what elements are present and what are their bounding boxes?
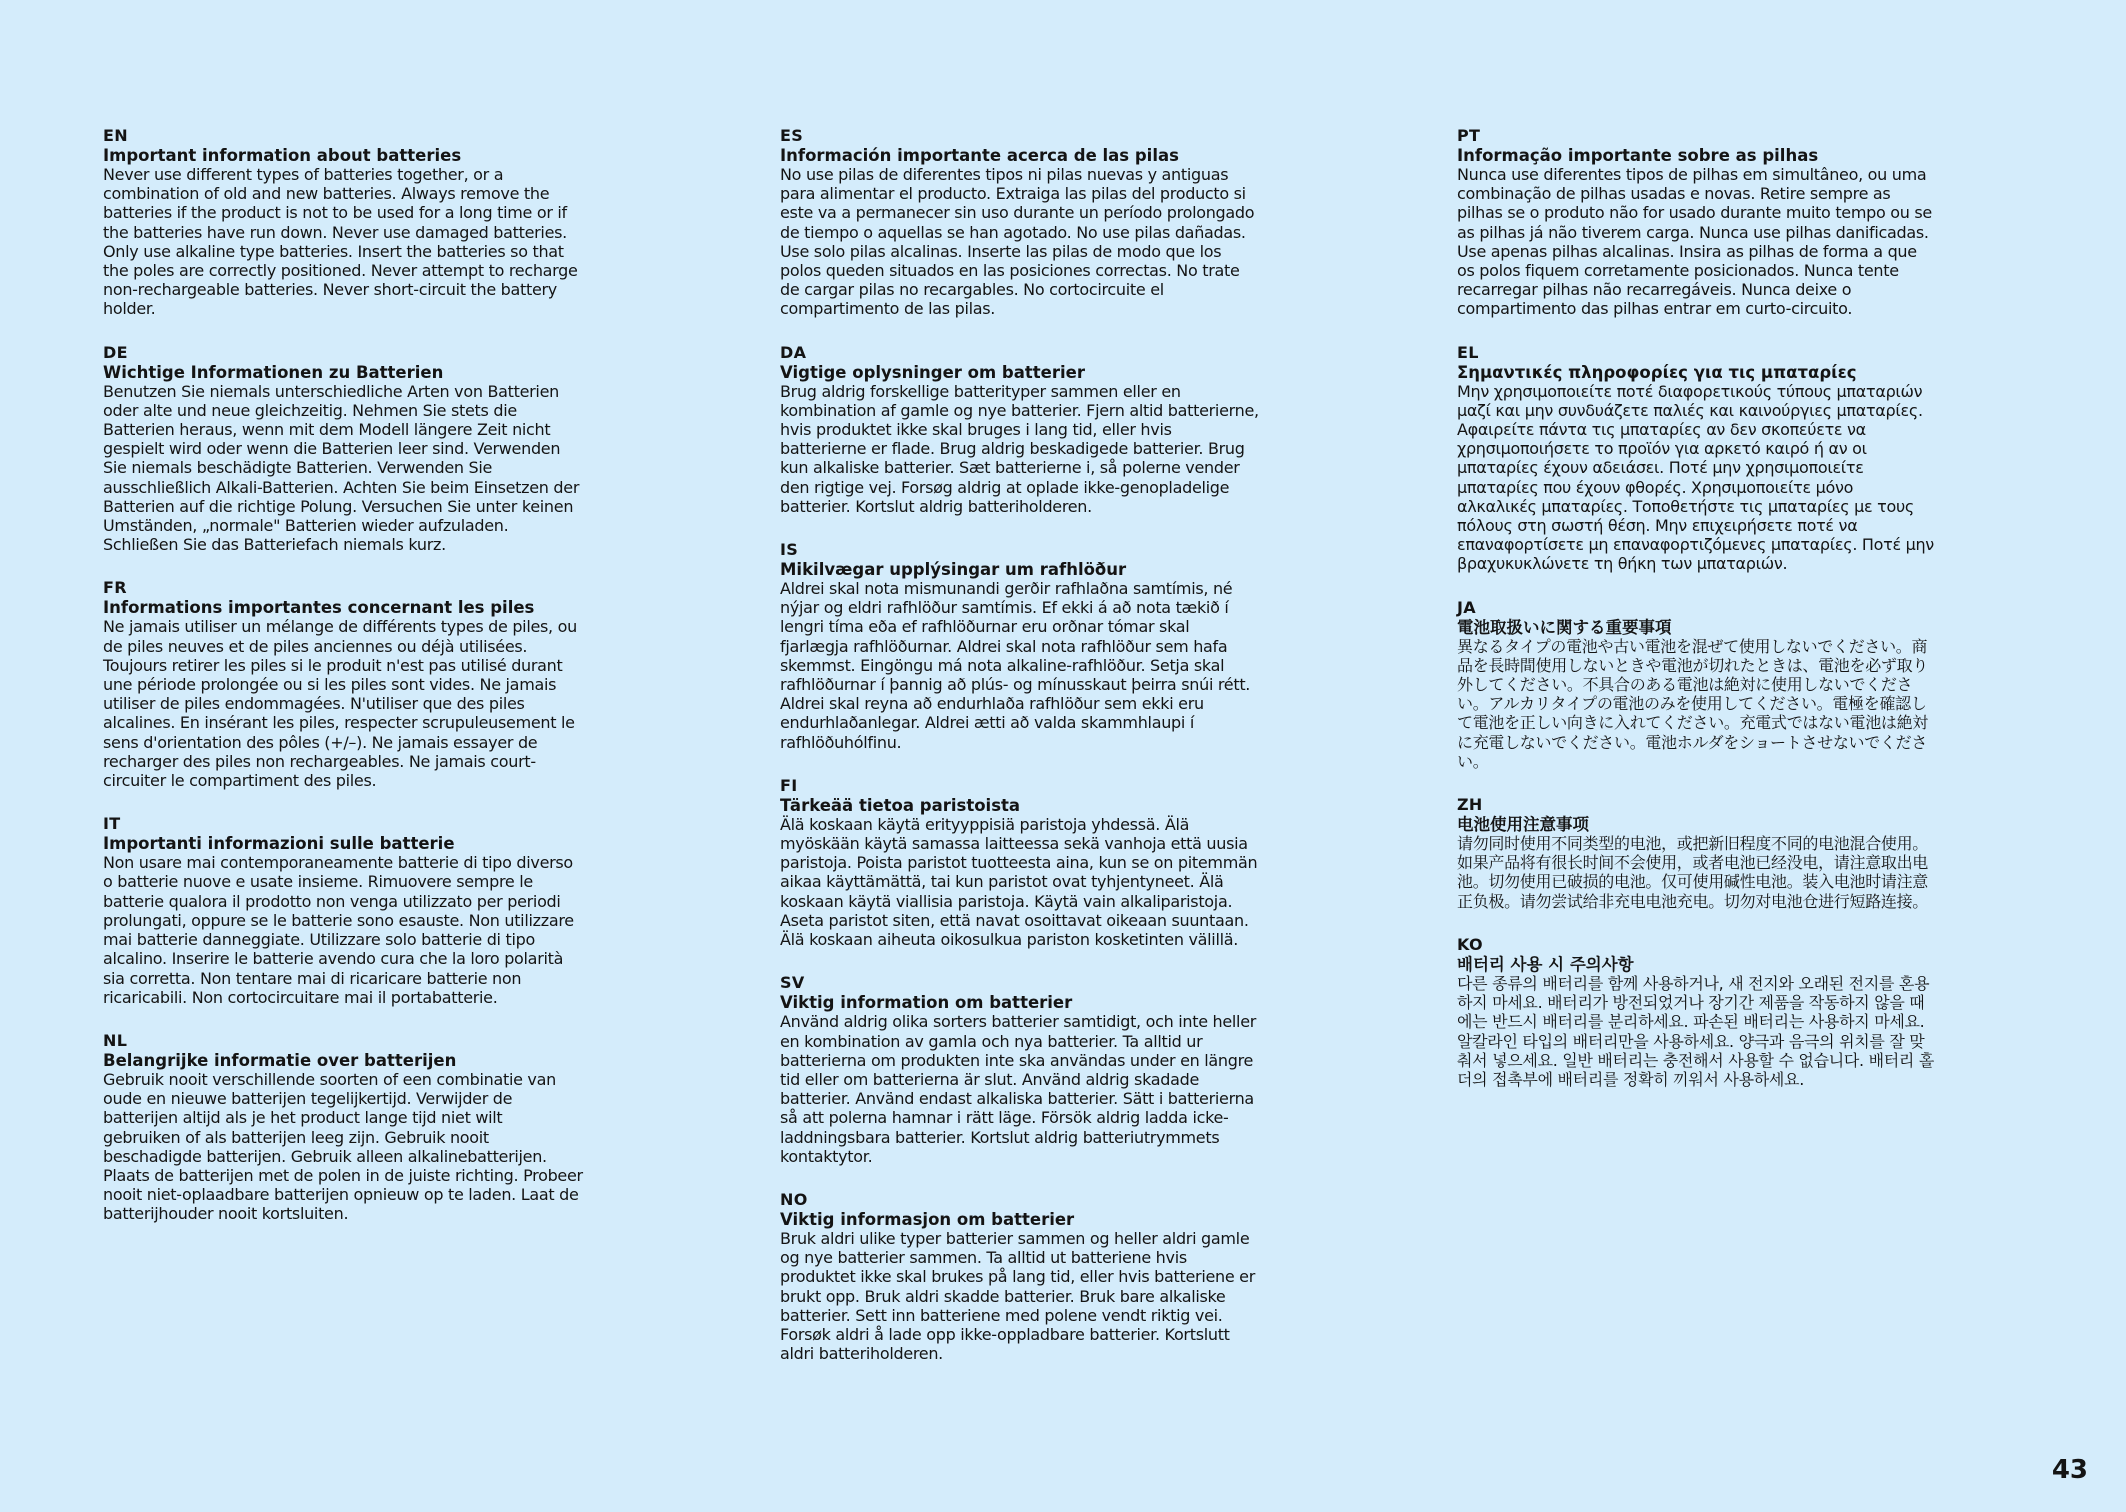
section-title: 배터리 사용 시 주의사항	[1457, 954, 1634, 974]
section-zh	[1457, 795, 1937, 911]
section-title: Tärkeää tietoa paristoista	[780, 795, 1021, 815]
section-title: Belangrijke informatie over batterijen	[103, 1050, 457, 1070]
language-code: ES	[780, 126, 804, 145]
section-title: Viktig information om batterier	[780, 993, 1073, 1013]
column-1	[103, 126, 583, 1248]
section-sv	[780, 973, 1260, 1166]
section-body: 请勿同时使用不同类型的电池，或把新旧程度不同的电池混合使用。如果产品将有很长时间不会使用，或者电池已经没电，请注意取出电池。切勿使用已破损的电池。仅可使用碱性电池。装入电池时请注意正负极。请勿尝试给非充电电池充电。切勿对电池仓进行短路连接。	[1457, 834, 1929, 911]
section-body: Never use different types of batteries together, or a combination of old and new batteries. Always remove the batteries if the product is not to be used for a long time or if the batteries have run down. Never use damaged batteries. Only use alkaline type batteries. Insert the batteries so that the poles are correctly positioned. Never attempt to recharge non-rechargeable batteries. Never short-circuit the battery holder.	[103, 165, 578, 319]
section-is	[780, 540, 1260, 752]
section-ja	[1457, 598, 1937, 771]
section-body: Aldrei skal nota mismunandi gerðir rafhlaðna samtímis, né nýjar og eldri rafhlöður samtímis. Ef ekki á að nota tækið í lengri tíma eða ef rafhlöðurnar eru orðnar tómar skal fjarlægja rafhlöðurnar. Aldrei skal nota rafhlöður sem hafa skemmst. Eingöngu má nota alkaline-rafhlöður. Setja skal rafhlöðurnar í þannig að plús- og mínusskaut þeirra snúi rétt. Aldrei skal reyna að endurhlaða rafhlöður sem ekki eru endurhlaðanlegar. Aldrei ætti að valda skammhlaupi í rafhlöðuhólfinu.	[780, 579, 1251, 752]
language-code: JA	[1457, 597, 1476, 617]
section-title: Viktig informasjon om batterier	[780, 1209, 1075, 1229]
section-nl	[103, 1031, 583, 1224]
section-de	[103, 343, 583, 555]
section-body: Ne jamais utiliser un mélange de différents types de piles, ou de piles neuves et de piles anciennes ou déjà utilisées. Toujours retirer les piles si le produit n'est pas utilisé durant une période prolongée ou si les piles sont vides. Ne jamais utiliser de piles endommagées. N'utiliser que des piles alcalines. En insérant les piles, respecter scrupuleusement le sens d'orientation des pôles (+/–). Ne jamais essayer de recharger des piles non rechargeables. Ne jamais court-circuiter le compartiment des piles.	[103, 617, 577, 791]
section-title: Informação importante sobre as pilhas	[1457, 146, 1819, 165]
section-title: Important information about batteries	[103, 146, 462, 165]
section-body: Μην χρησιμοποιείτε ποτέ διαφορετικούς τύπους μπαταριών μαζί και μην συνδυάζετε παλιές και καινούργιες μπαταρίες. Αφαιρείτε πάντα τις μπαταρίες αν δεν σκοπεύετε να χρησιμοποιήσετε το προϊόν για αρκετό καιρό ή αν οι μπαταρίες έχουν αδειάσει. Ποτέ μην χρησιμοποιείτε μπαταρίες που έχουν φθορές. Χρησιμοποιείτε μόνο αλκαλικές μπαταρίες. Τοποθετήστε τις μπαταρίες με τους πόλους στη σωστή θέση. Μην επιχειρήσετε ποτέ να επαναφορτίσετε μη επαναφορτιζόμενες μπαταρίες. Ποτέ μην βραχυκυκλώνετε τη θήκη των μπαταριών.	[1457, 381, 1934, 574]
section-body: 異なるタイプの電池や古い電池を混ぜて使用しないでください。商品を長時間使用しないときや電池が切れたときは、電池を必ず取り外してください。不具合のある電池は絶対に使用しないでください。アルカリタイプの電池のみを使用してください。電極を確認して電池を正しい向きに入れてください。充電式ではない電池は絶対に充電しないでください。電池ホルダをショートさせないでください。	[1457, 636, 1929, 771]
page-number: 43	[2051, 1455, 2088, 1485]
section-title: Σημαντικές πληροφορίες για τις μπαταρίες	[1457, 362, 1857, 382]
section-body: Brug aldrig forskellige batterityper sammen eller en kombination af gamle og nye batterier. Fjern altid batterierne, hvis produktet ikke skal bruges i lang tid, eller hvis batterierne er flade. Brug aldrig beskadigede batterier. Brug kun alkaliske batterier. Sæt batterierne i, så polerne vender den rigtige vej. Forsøg aldrig at oplade ikke-genopladelige batterier. Kortslut aldrig batteriholderen.	[780, 381, 1259, 516]
section-title: Importanti informazioni sulle batterie	[103, 834, 455, 854]
section-fi	[780, 776, 1260, 949]
language-code: FI	[780, 775, 798, 795]
section-title: Wichtige Informationen zu Batterien	[103, 362, 444, 382]
language-code: NL	[103, 1030, 128, 1050]
language-code: IT	[103, 814, 121, 834]
section-body: Non usare mai contemporaneamente batterie di tipo diverso o batterie nuove e usate insieme. Rimuovere sempre le batterie qualora il prodotto non venga utilizzato per periodi prolungati, oppure se le batterie sono esauste. Non utilizzare mai batterie danneggiate. Utilizzare solo batterie di tipo alcalino. Inserire le batterie avendo cura che la loro polarità sia corretta. Non tentare mai di ricaricare batterie non ricaricabili. Non cortocircuitare mai il portabatterie.	[103, 853, 574, 1007]
section-body: Benutzen Sie niemals unterschiedliche Arten von Batterien oder alte und neue gleichzeitig. Nehmen Sie stets die Batterien heraus, wenn mit dem Modell längere Zeit nicht gespielt wird oder wenn die Batterien leer sind. Verwenden Sie niemals beschädigte Batterien. Verwenden Sie ausschließlich Alkali-Batterien. Achten Sie beim Einsetzen der Batterien auf die richtige Polung. Versuchen Sie unter keinen Umständen, „normale" Batterien wieder aufzuladen. Schließen Sie das Batteriefach niemals kurz.	[103, 381, 580, 555]
language-code: FR	[103, 578, 127, 598]
section-body: Bruk aldri ulike typer batterier sammen og heller aldri gamle og nye batterier sammen. Ta alltid ut batteriene hvis produktet ikke skal brukes på lang tid, eller hvis batteriene er brukt opp. Bruk aldri skadde batterier. Bruk bare alkaliske batterier. Sett inn batteriene med polene vendt riktig vei. Forsøk aldri å lade opp ikke-oppladbare batterier. Kortslutt aldri batteriholderen.	[780, 1228, 1255, 1364]
column-3	[1457, 126, 1937, 1113]
section-es	[780, 126, 1260, 319]
section-no	[780, 1190, 1260, 1363]
language-code: DA	[780, 342, 807, 362]
section-en	[103, 126, 583, 319]
section-title: Mikilvægar upplýsingar um rafhlöður	[780, 560, 1127, 580]
language-code: NO	[780, 1189, 808, 1209]
language-code: IS	[780, 540, 799, 560]
section-body: Älä koskaan käytä erityyppisiä paristoja yhdessä. Älä myöskään käytä samassa laitteessa sekä vanhoja että uusia paristoja. Poista paristot tuotteesta aina, kun se on pitemmän aikaa käyttämättä, tai kun paristot ovat tyhjentyneet. Älä koskaan käytä viallisia paristoja. Käytä vain alkaliparistoja. Aseta paristot siten, että navat osoittavat oikeaan suuntaan. Älä koskaan aiheuta oikosulkua pariston kosketinten välillä.	[780, 814, 1258, 950]
column-2	[780, 126, 1260, 1387]
section-body: Nunca use diferentes tipos de pilhas em simultâneo, ou uma combinação de pilhas usadas e novas. Retire sempre as pilhas se o produto não for usado durante muito tempo ou se as pilhas já não tiverem carga. Nunca use pilhas danificadas. Use apenas pilhas alcalinas. Insira as pilhas de forma a que os polos fiquem corretamente posicionados. Nunca tente recarregar pilhas não recarregáveis. Nunca deixe o compartimento das pilhas entrar em curto-circuito.	[1457, 165, 1932, 319]
section-el	[1457, 343, 1937, 574]
language-code: KO	[1457, 934, 1483, 954]
language-code: PT	[1457, 126, 1481, 145]
section-pt	[1457, 126, 1937, 319]
section-body: No use pilas de diferentes tipos ni pilas nuevas y antiguas para alimentar el producto. Extraiga las pilas del producto si este va a permanecer sin uso durante un período prolongado de tiempo o aquellas se han agotado. No use pilas dañadas. Use solo pilas alcalinas. Inserte las pilas de modo que los polos queden situados en las posiciones correctas. No trate de cargar pilas no recargables. No cortocircuite el compartimento de las pilas.	[780, 165, 1255, 319]
section-title: Informations importantes concernant les piles	[103, 598, 535, 618]
section-body: 다른 종류의 배터리를 함께 사용하거나, 새 전지와 오래된 전지를 혼용하지 마세요. 배터리가 방전되었거나 장기간 제품을 작동하지 않을 때에는 반드시 배터리를 분리하세요. 파손된 배터리는 사용하지 마세요. 알칼라인 타입의 배터리만을 사용하세요. 양극과 음극의 위치를 잘 맞춰서 넣으세요. 일반 배터리는 충전해서 사용할 수 없습니다. 배터리 홀더의 접촉부에 배터리를 정확히 끼워서 사용하세요.	[1457, 973, 1935, 1089]
section-title: 电池使用注意事项	[1457, 815, 1589, 835]
section-fr	[103, 578, 583, 790]
language-code: SV	[780, 973, 805, 993]
section-title: Información importante acerca de las pilas	[780, 146, 1179, 165]
section-ko	[1457, 935, 1937, 1089]
language-code: EL	[1457, 342, 1479, 362]
language-code: EN	[103, 126, 128, 145]
section-body: Gebruik nooit verschillende soorten of een combinatie van oude en nieuwe batterijen tegelijkertijd. Verwijder de batterijen altijd als je het product lange tijd niet wilt gebruiken of als batterijen leeg zijn. Gebruik nooit beschadigde batterijen. Gebruik alleen alkalinebatterijen. Plaats de batterijen met de polen in de juiste richting. Probeer nooit niet-oplaadbare batterijen opnieuw op te laden. Laat de batterijhouder nooit kortsluiten.	[103, 1069, 583, 1224]
language-code: DE	[103, 342, 128, 362]
language-code: ZH	[1457, 795, 1483, 815]
section-title: Vigtige oplysninger om batterier	[780, 362, 1085, 382]
section-title: 電池取扱いに関する重要事項	[1457, 617, 1672, 637]
section-it	[103, 814, 583, 1007]
section-body: Använd aldrig olika sorters batterier samtidigt, och inte heller en kombination av gamla och nya batterier. Ta alltid ur batterierna om produkten inte ska användas under en längre tid eller om batterierna är slut. Använd aldrig skadade batterier. Använd endast alkaliska batterier. Sätt i batterierna så att polerna hamnar i rätt läge. Försök aldrig ladda icke-laddningsbara batterier. Kortslut aldrig batteriutrymmets kontaktytor.	[780, 1012, 1257, 1166]
section-da	[780, 343, 1260, 516]
